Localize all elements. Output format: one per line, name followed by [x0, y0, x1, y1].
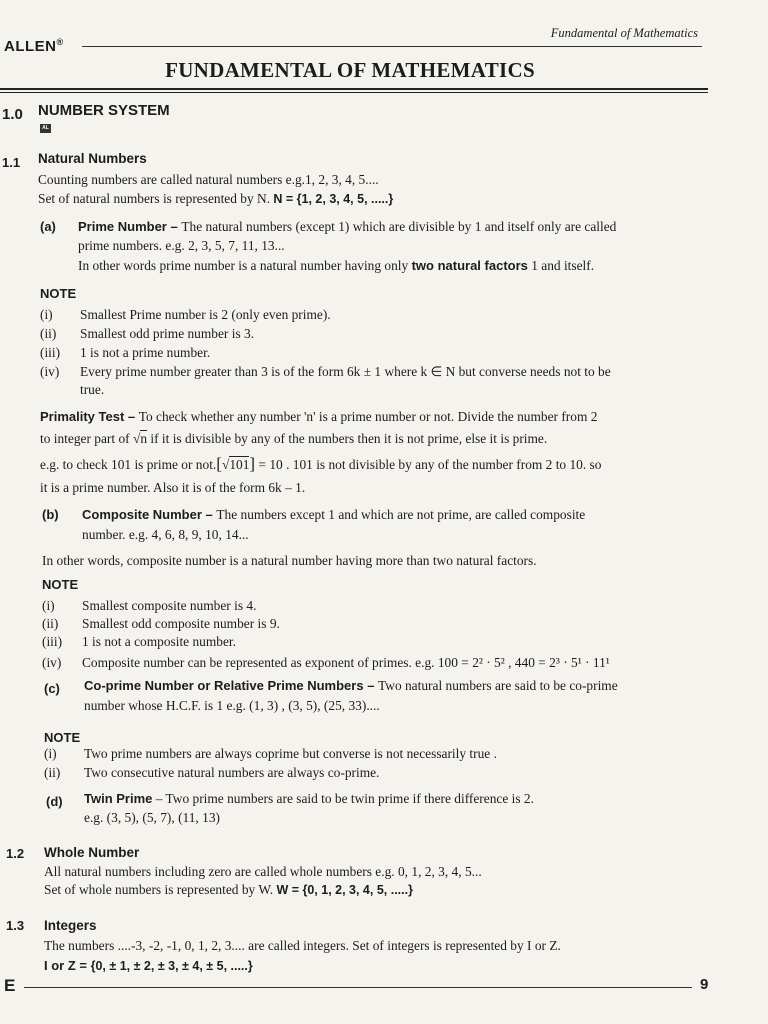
note-text: 1 is not a composite number.	[82, 634, 236, 649]
section-title: Whole Number	[44, 845, 140, 860]
note-text: Every prime number greater than 3 is of the form 6k ± 1 where k ∈ N but converse needs not to be	[80, 364, 611, 379]
title-rule	[0, 92, 708, 93]
note-text: Two consecutive natural numbers are always co-prime.	[84, 765, 380, 780]
section-title: NUMBER SYSTEM	[38, 102, 170, 119]
section-number: 1.0	[2, 106, 23, 123]
note-text: Smallest odd prime number is 3.	[80, 326, 255, 341]
paragraph-line: prime numbers. e.g. 2, 3, 5, 7, 11, 13...	[78, 238, 285, 253]
floor-bracket: [	[216, 454, 222, 473]
paragraph-line: e.g. to check 101 is prime or not.[√101] = 10 . 101 is not divisible by any of the number from 2 to 10. so	[40, 454, 602, 473]
sqrt-symbol: √	[221, 457, 230, 472]
paragraph-line: In other words prime number is a natural number having only two natural factors 1 and itself.	[78, 258, 595, 273]
note-label: (iv)	[40, 364, 60, 379]
brand-logo: ALLEN®	[4, 37, 64, 55]
section-number: 1.3	[6, 918, 25, 933]
note-label: (iv)	[42, 655, 62, 670]
note-label: (iii)	[42, 634, 63, 649]
paragraph-line: e.g. (3, 5), (5, 7), (11, 13)	[84, 810, 220, 825]
note-label: (i)	[42, 598, 55, 613]
note-label: (ii)	[44, 765, 61, 780]
paragraph-line: Co-prime Number or Relative Prime Numbers – Two natural numbers are said to be co-prime	[84, 678, 618, 693]
item-label: (c)	[44, 681, 60, 696]
page-title: FUNDAMENTAL OF MATHEMATICS	[165, 58, 535, 82]
note-text: Smallest Prime number is 2 (only even prime).	[80, 307, 331, 322]
paragraph-line: it is a prime number. Also it is of the form 6k – 1.	[40, 480, 306, 495]
al-badge: AL	[40, 124, 51, 133]
paragraph-line: Twin Prime – Two prime numbers are said to be twin prime if there difference is 2.	[84, 791, 534, 806]
note-text: 1 is not a prime number.	[80, 345, 211, 360]
section-title: Natural Numbers	[38, 151, 147, 166]
note-text: true.	[80, 382, 105, 397]
paragraph-line: Set of natural numbers is represented by N. N = {1, 2, 3, 4, 5, .....}	[38, 191, 394, 206]
paragraph-line: Set of whole numbers is represented by W. W = {0, 1, 2, 3, 4, 5, .....}	[44, 882, 413, 897]
sqrt-symbol: √	[132, 431, 141, 446]
note-text: Composite number can be represented as exponent of primes. e.g. 100 = 2² · 5² , 440 = 2³ · 5¹ · 11¹	[82, 655, 610, 670]
note-label: (iii)	[40, 345, 61, 360]
note-label: (i)	[40, 307, 53, 322]
note-label: (i)	[44, 746, 57, 761]
paragraph-line: In other words, composite number is a natural number having more than two natural factors.	[42, 553, 537, 568]
paragraph-line: All natural numbers including zero are called whole numbers e.g. 0, 1, 2, 3, 4, 5...	[44, 864, 482, 879]
paragraph-line: number. e.g. 4, 6, 8, 9, 10, 14...	[82, 527, 249, 542]
section-number: 1.1	[2, 155, 21, 170]
floor-bracket: ]	[249, 454, 256, 473]
note-heading: NOTE	[44, 730, 81, 745]
paragraph-line: Composite Number – The numbers except 1 and which are not prime, are called composite	[82, 507, 586, 522]
note-label: (ii)	[40, 326, 57, 341]
paragraph-line: to integer part of √n if it is divisible by any of the numbers then it is not prime, else it is prime.	[40, 431, 548, 446]
item-label: (d)	[46, 794, 63, 809]
note-text: Smallest odd composite number is 9.	[82, 616, 280, 631]
title-rule	[0, 88, 708, 90]
note-heading: NOTE	[40, 286, 77, 301]
note-text: Smallest composite number is 4.	[82, 598, 257, 613]
note-text: Two prime numbers are always coprime but converse is not necessarily true .	[84, 746, 497, 761]
note-label: (ii)	[42, 616, 59, 631]
footer-rule	[24, 987, 692, 988]
section-number: 1.2	[6, 846, 25, 861]
paragraph-line: Primality Test – To check whether any number 'n' is a prime number or not. Divide the number from 2	[40, 409, 598, 424]
section-title: Integers	[44, 918, 97, 933]
header-rule	[82, 46, 702, 47]
edition-mark: E	[4, 976, 16, 995]
item-label: (a)	[40, 219, 56, 234]
paragraph-line: Prime Number – The natural numbers (except 1) which are divisible by 1 and itself only are called	[78, 219, 617, 234]
running-title: Fundamental of Mathematics	[550, 26, 698, 40]
paragraph-line: number whose H.C.F. is 1 e.g. (1, 3) , (3, 5), (25, 33)....	[84, 698, 380, 713]
item-label: (b)	[42, 507, 59, 522]
paragraph-line: Counting numbers are called natural numbers e.g.1, 2, 3, 4, 5....	[38, 172, 379, 187]
paragraph-line: The numbers ....-3, -2, -1, 0, 1, 2, 3.... are called integers. Set of integers is represented by I or Z.	[44, 938, 561, 953]
page-number: 9	[700, 976, 709, 993]
note-heading: NOTE	[42, 577, 79, 592]
paragraph-line: I or Z = {0, ± 1, ± 2, ± 3, ± 4, ± 5, .....}	[44, 958, 253, 973]
